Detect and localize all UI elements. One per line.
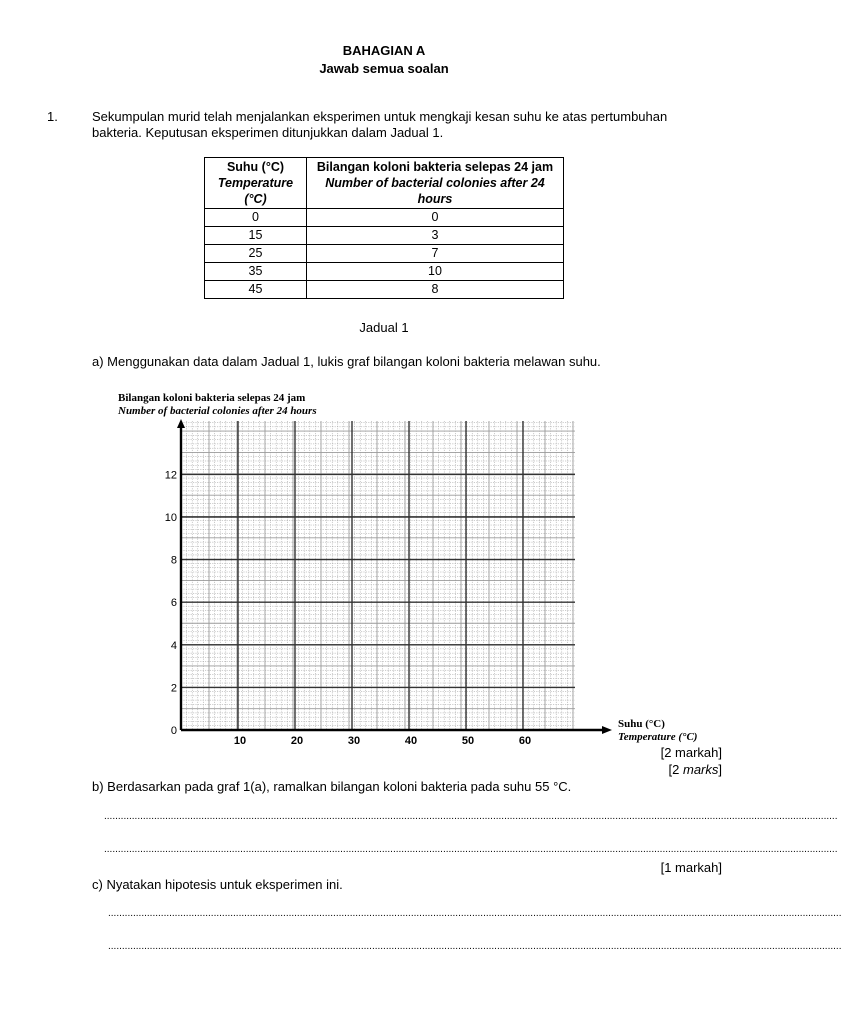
answer-line-b2[interactable]: ........................................................................................................................................................................................................................................................................	[104, 844, 838, 855]
x-tick-label: 60	[518, 735, 532, 747]
part-b-marks: [1 markah]	[660, 860, 722, 875]
grid-minor-lines	[181, 421, 575, 730]
x-axis-arrow-icon	[602, 726, 612, 734]
chart-xlabel-en: Temperature (°C)	[618, 731, 698, 743]
y-tick-label: 12	[164, 469, 177, 482]
chart-xlabel-ms: Suhu (°C)	[618, 718, 665, 730]
chart-ylabel-en: Number of bacterial colonies after 24 hours	[118, 405, 317, 417]
answer-line-b1[interactable]: ........................................................................................................................................................................................................................................................................	[104, 811, 838, 822]
question-number: 1.	[47, 109, 58, 124]
section-title: BAHAGIAN A	[342, 43, 426, 58]
y-tick-label: 2	[170, 682, 177, 695]
y-tick-label: 6	[170, 597, 177, 610]
x-tick-label: 50	[461, 735, 475, 747]
y-tick-label: 10	[164, 512, 177, 524]
question-intro-line1: Sekumpulan murid telah menjalankan eksperimen untuk mengkaji kesan suhu ke atas pertumbuhan	[92, 109, 668, 124]
data-table	[204, 157, 564, 299]
part-b-text: b) Berdasarkan pada graf 1(a), ramalkan bilangan koloni bakteria pada suhu 55 °C.	[92, 779, 572, 794]
part-a-marks-en: [2 marks]	[668, 762, 722, 777]
question-intro-line2: bakteria. Keputusan eksperimen ditunjukkan dalam Jadual 1.	[92, 125, 444, 140]
graph-paper[interactable]	[150, 418, 720, 748]
table-header-colonies: Bilangan koloni bakteria selepas 24 jam Number of bacterial colonies after 24 hours	[307, 158, 564, 209]
y-axis-arrow-icon	[177, 419, 185, 428]
table-header-temperature: Suhu (°C) Temperature (°C)	[205, 158, 307, 209]
table-row: 0 0	[205, 209, 564, 227]
chart-tick-labels	[165, 469, 531, 747]
table-row: 25 7	[205, 245, 564, 263]
answer-line-c1[interactable]: ........................................................................................................................................................................................................................................................................	[108, 908, 841, 919]
y-tick-label: 8	[170, 554, 177, 567]
x-tick-label: 30	[347, 735, 361, 747]
table-caption: Jadual 1	[359, 320, 409, 335]
part-c-text: c) Nyatakan hipotesis untuk eksperimen ini.	[92, 877, 343, 892]
grid-major-lines	[181, 421, 575, 730]
section-instruction: Jawab semua soalan	[319, 61, 449, 76]
x-tick-label: 20	[290, 735, 304, 747]
y-tick-label: 0	[170, 725, 177, 737]
x-tick-label: 10	[233, 735, 247, 747]
table-row: 45 8	[205, 281, 564, 299]
y-tick-label: 4	[170, 639, 177, 652]
table-row: 35 10	[205, 263, 564, 281]
part-a-text: a) Menggunakan data dalam Jadual 1, lukis graf bilangan koloni bakteria melawan suhu.	[92, 354, 601, 369]
part-a-marks-ms: [2 markah]	[660, 745, 722, 760]
chart-ylabel-ms: Bilangan koloni bakteria selepas 24 jam	[118, 392, 306, 404]
answer-line-c2[interactable]: ........................................................................................................................................................................................................................................................................	[108, 941, 841, 952]
table-row: 15 3	[205, 227, 564, 245]
x-tick-label: 40	[404, 735, 418, 747]
